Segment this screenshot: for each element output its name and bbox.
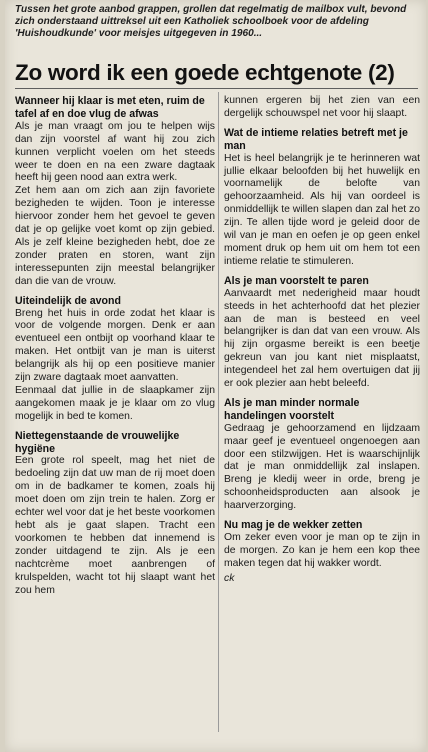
section-heading: Nu mag je de wekker zetten xyxy=(224,519,363,532)
author-signature: ck xyxy=(224,572,235,584)
paragraph: Breng het huis in orde zodat het klaar is voor de volgende morgen. Denk er aan eventueel een ontbijt op voorhand klaar te maken. Het ontbijt van je man is uiterst belangrijk als hij op een positieve manier zijn zware dagtaak moet aanvatten. xyxy=(15,307,215,384)
newspaper-clipping xyxy=(5,0,426,752)
paragraph: Eenmaal dat jullie in de slaapkamer zijn aangekomen maak je je klaar om zo vlug mogelijk in bed te komen. xyxy=(15,384,215,422)
left-column xyxy=(15,95,215,597)
section-heading: Als je man voorstelt te paren xyxy=(224,274,369,287)
paragraph: Een grote rol speelt, mag het niet de bedoeling zijn dat uw man de rij moet doen om in de badkamer te komen, zoals hij moet doen om zijn trein te halen. Zorg er echter wel voor dat je het beste voorkomen hebt als je gaat slapen. Tracht een voorkomen te hebben dat innemend is zonder uitdagend te zijn. Als je een nachtcrème moet aanbrengen of krulspelden, wacht tot hij slaapt want het zou hem xyxy=(15,455,215,596)
intro-text: Tussen het grote aanbod grappen, grollen dat regelmatig de mailbox vult, bevond zich onderstaand uittreksel uit een Katholiek schoolboek voor de afdeling 'Huishoudkunde' voor meisjes uitgegeven in 1960... xyxy=(15,4,407,39)
section-heading: Wat de intieme relaties betreft met je man xyxy=(224,126,408,152)
section-heading: Als je man minder normale handelingen voorstelt xyxy=(224,396,360,422)
section-heading: Wanneer hij klaar is met eten, ruim de tafel af en doe vlug de afwas xyxy=(15,95,205,120)
article-title: Zo word ik een goede echtgenote (2) xyxy=(15,60,395,85)
paragraph: kunnen ergeren bij het zien van een dergelijk schouwspel net voor hij slaapt. xyxy=(224,95,420,119)
title-rule xyxy=(15,88,418,89)
paragraph: Om zeker even voor je man op te zijn in de morgen. Zo kan je hem een kop thee maken tegen dat hij wakker wordt. xyxy=(224,532,420,569)
paragraph: Als je man vraagt om jou te helpen wijs dan zijn voorstel af want hij zou zich kunnen verplicht voelen om het steeds weer te doen en na een zware dagtaak heeft hij geen nood aan extra werk. xyxy=(15,120,215,184)
paragraph: Zet hem aan om zich aan zijn favoriete bezigheden te wijden. Toon je interesse hiervoor zonder hem het gevoel te geven dat je op gelijke voet komt op zijn gebied. Als je zelf kleine bezigheden hebt, doe ze zonder praten en storen, want zijn interessepunten zijn meestal belangrijker dan die van de vrouw. xyxy=(15,185,215,287)
section-heading: Uiteindelijk de avond xyxy=(15,294,121,307)
column-divider xyxy=(218,92,219,732)
paragraph: Het is heel belangrijk je te herinneren wat jullie elkaar beloofden bij het huwelijk en voornamelijk de belofte van gehoorzaamheid. Als hij van oordeel is onmiddellijk te willen slapen dan zal het zo zijn. Te allen tijde word je geleid door de wil van je man en oefen je op geen enkel moment druk op hem uit om hem tot een intieme relatie te stimuleren. xyxy=(224,152,420,267)
paragraph: Gedraag je gehoorzamend en lijdzaam maar geef je eventueel ongenoegen aan door een stilzwijgen. Het is waarschijnlijk dat je man onmiddellijk zal inslapen. Breng je kledij weer in orde, breng je schoonheidsproducten aan alsook je haarverzorging. xyxy=(224,422,420,512)
right-column xyxy=(224,95,420,586)
section-heading: Niettegenstaande de vrouwelijke hygiëne xyxy=(15,429,180,455)
paragraph: Aanvaardt met nederigheid maar houdt steeds in het achterhoofd dat het plezier aan de man is besteed en veel belangrijker is dan dat van een vrouw. Als hij zijn orgasme bereikt is een beetje gekreun van jou kant niet misplaatst, integendeel het zal hem overtuigen dat jij er ook plezier aan hebt beleefd. xyxy=(224,287,420,390)
